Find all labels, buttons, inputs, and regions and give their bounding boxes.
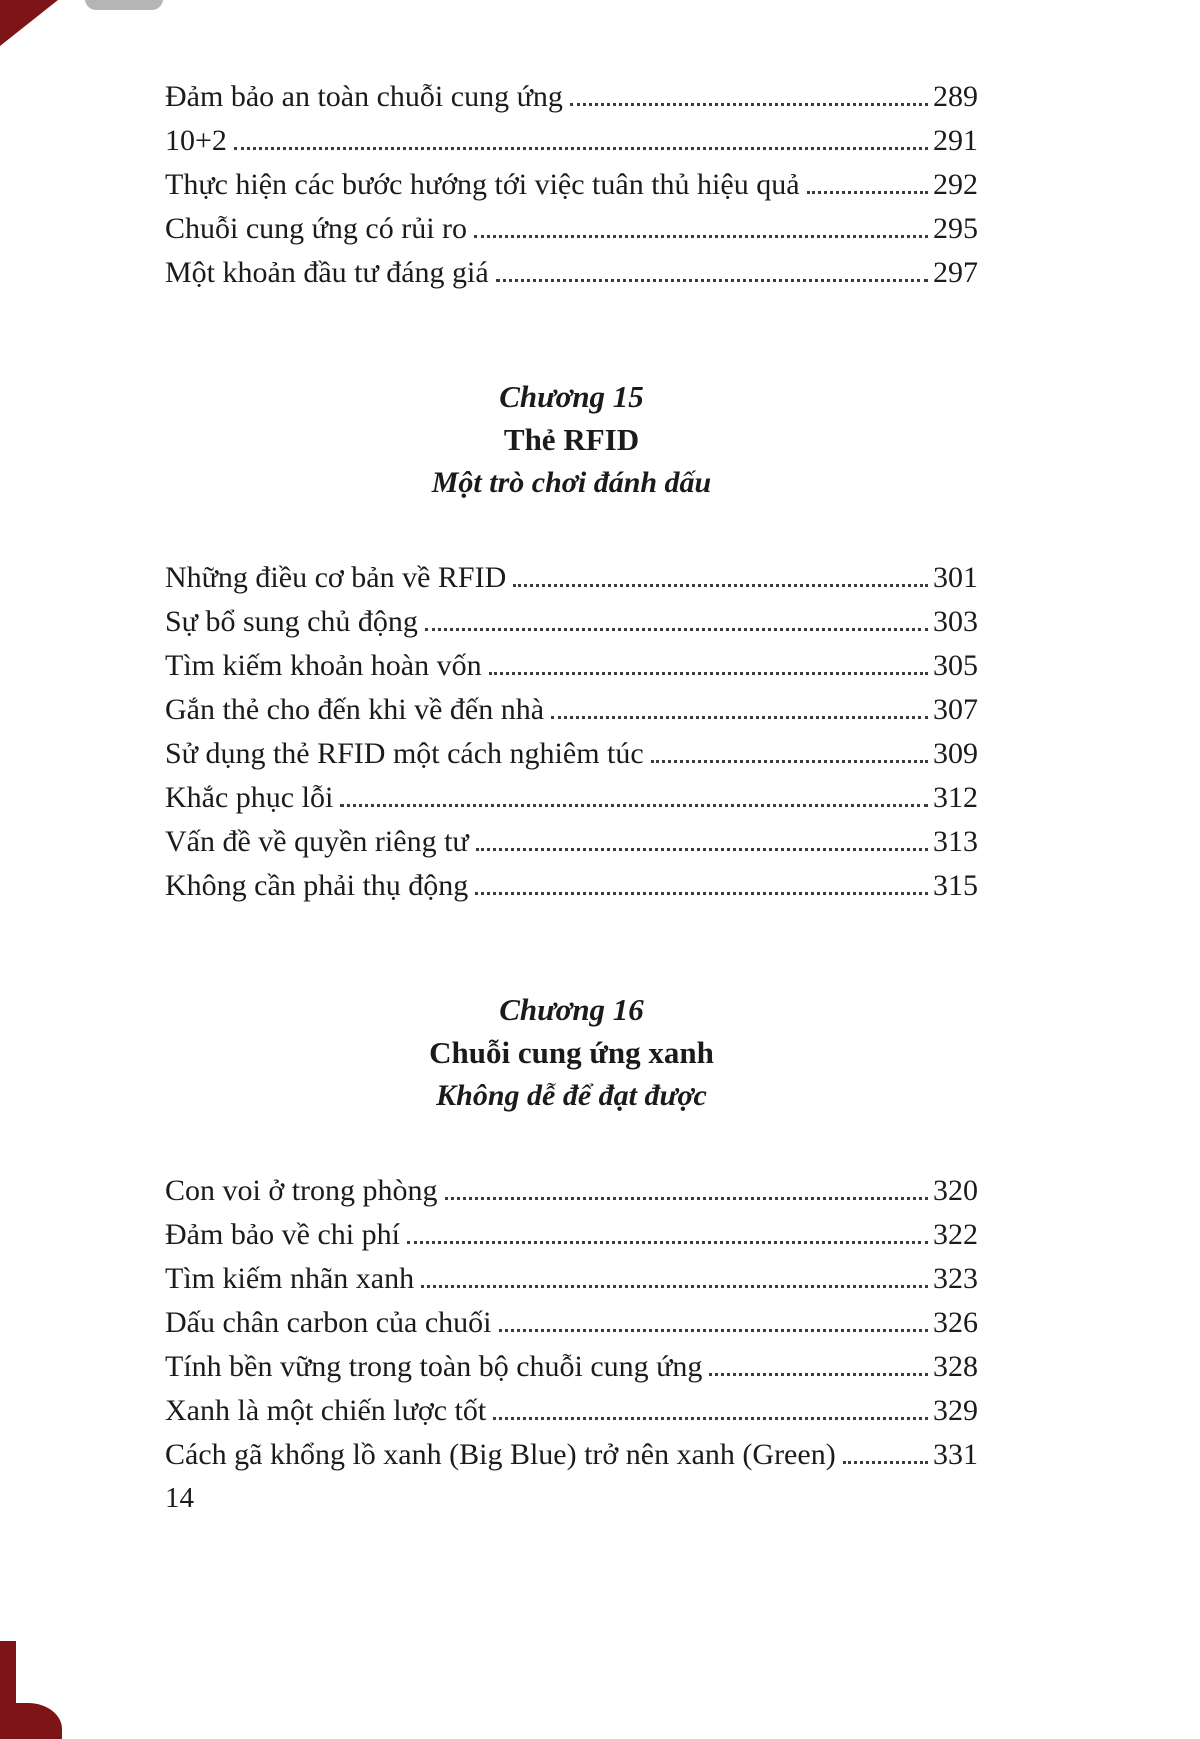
toc-entry-page: 320 [933, 1174, 978, 1207]
toc-entry [165, 1301, 978, 1345]
toc-entry [165, 251, 978, 295]
dot-leader [476, 848, 928, 851]
chapter-heading [165, 375, 978, 504]
dot-leader [493, 1417, 928, 1420]
dot-leader [489, 672, 928, 675]
dot-leader [407, 1241, 928, 1244]
dot-leader [425, 628, 928, 631]
dot-leader [843, 1461, 928, 1464]
toc-entry-title: Tính bền vững trong toàn bộ chuỗi cung ứng [165, 1350, 703, 1383]
dot-leader [234, 147, 928, 150]
dot-leader [421, 1285, 928, 1288]
toc-section [165, 375, 978, 908]
toc-entry-title: Dấu chân carbon của chuối [165, 1306, 492, 1339]
toc-entry-page: 307 [933, 693, 978, 726]
toc-entry-page: 289 [933, 80, 978, 113]
chapter-subtitle: Một trò chơi đánh dấu [431, 466, 712, 499]
toc-entry [165, 688, 978, 732]
toc-entry [165, 75, 978, 119]
dot-leader [651, 760, 928, 763]
book-cover-corner-bottom-left [0, 1703, 62, 1739]
dot-leader [551, 716, 928, 719]
toc-entry-title: Khắc phục lỗi [165, 781, 334, 814]
toc-entry-title: Vấn đề về quyền riêng tư [165, 825, 469, 858]
toc-entry-title: Tìm kiếm khoản hoàn vốn [165, 649, 482, 682]
toc-entry-page: 326 [933, 1306, 978, 1339]
table-of-contents [165, 0, 978, 1477]
toc-entry [165, 1389, 978, 1433]
toc-entry [165, 163, 978, 207]
toc-entry [165, 1433, 978, 1477]
toc-entry-page: 328 [933, 1350, 978, 1383]
dot-leader [499, 1329, 928, 1332]
toc-entry-page: 323 [933, 1262, 978, 1295]
toc-entry-title: Gắn thẻ cho đến khi về đến nhà [165, 693, 545, 726]
toc-entry [165, 1345, 978, 1389]
toc-entry-page: 313 [933, 825, 978, 858]
toc-section [165, 988, 978, 1477]
toc-entry [165, 776, 978, 820]
toc-entry-page: 291 [933, 124, 978, 157]
toc-entry-title: Đảm bảo về chi phí [165, 1218, 400, 1251]
toc-entry-page: 303 [933, 605, 978, 638]
toc-entry-title: Những điều cơ bản về RFID [165, 561, 507, 594]
book-cover-corner-top-left [0, 0, 58, 46]
chapter-heading [165, 988, 978, 1117]
toc-entry-title: Một khoản đầu tư đáng giá [165, 256, 489, 289]
toc-entry [165, 864, 978, 908]
toc-entry-page: 301 [933, 561, 978, 594]
toc-entry-page: 312 [933, 781, 978, 814]
toc-entry-title: Xanh là một chiến lược tốt [165, 1394, 487, 1427]
toc-entry-title: Sử dụng thẻ RFID một cách nghiêm túc [165, 737, 644, 770]
page-tab-top [85, 0, 163, 10]
toc-entry-title: Tìm kiếm nhãn xanh [165, 1262, 415, 1295]
dot-leader [709, 1373, 928, 1376]
toc-entry [165, 1257, 978, 1301]
toc-entry-page: 295 [933, 212, 978, 245]
chapter-number: Chương 15 [499, 379, 644, 414]
dot-leader [513, 584, 928, 587]
page-number: 14 [165, 1482, 194, 1514]
dot-leader [496, 279, 928, 282]
dot-leader [475, 892, 928, 895]
toc-entry-page: 331 [933, 1438, 978, 1471]
toc-entry-title: Thực hiện các bước hướng tới việc tuân thủ hiệu quả [165, 168, 800, 201]
toc-entry-page: 322 [933, 1218, 978, 1251]
toc-entry-title: 10+2 [165, 124, 227, 157]
dot-leader [474, 235, 928, 238]
toc-entry [165, 1169, 978, 1213]
toc-entry [165, 600, 978, 644]
toc-entry-page: 329 [933, 1394, 978, 1427]
toc-entry-title: Cách gã khổng lồ xanh (Big Blue) trở nên xanh (Green) [165, 1438, 836, 1471]
toc-section [165, 75, 978, 295]
toc-entry [165, 820, 978, 864]
dot-leader [445, 1197, 928, 1200]
dot-leader [570, 103, 928, 106]
toc-entry-page: 305 [933, 649, 978, 682]
toc-entry-title: Đảm bảo an toàn chuỗi cung ứng [165, 80, 563, 113]
toc-entry [165, 119, 978, 163]
chapter-number: Chương 16 [499, 992, 644, 1027]
toc-entry [165, 644, 978, 688]
toc-entry-title: Không cần phải thụ động [165, 869, 469, 902]
toc-entry [165, 732, 978, 776]
toc-entry-title: Sự bổ sung chủ động [165, 605, 418, 638]
toc-entry [165, 1213, 978, 1257]
toc-entry-page: 309 [933, 737, 978, 770]
toc-entry-page: 315 [933, 869, 978, 902]
toc-entry-page: 297 [933, 256, 978, 289]
toc-entry-title: Con voi ở trong phòng [165, 1174, 438, 1207]
dot-leader [807, 191, 928, 194]
chapter-subtitle: Không dễ để đạt được [436, 1079, 707, 1112]
toc-entry-title: Chuỗi cung ứng có rủi ro [165, 212, 468, 245]
toc-entry [165, 207, 978, 251]
toc-entry-page: 292 [933, 168, 978, 201]
chapter-title: Chuỗi cung ứng xanh [429, 1035, 714, 1070]
toc-entry [165, 556, 978, 600]
chapter-title: Thẻ RFID [503, 422, 640, 457]
dot-leader [340, 804, 928, 807]
